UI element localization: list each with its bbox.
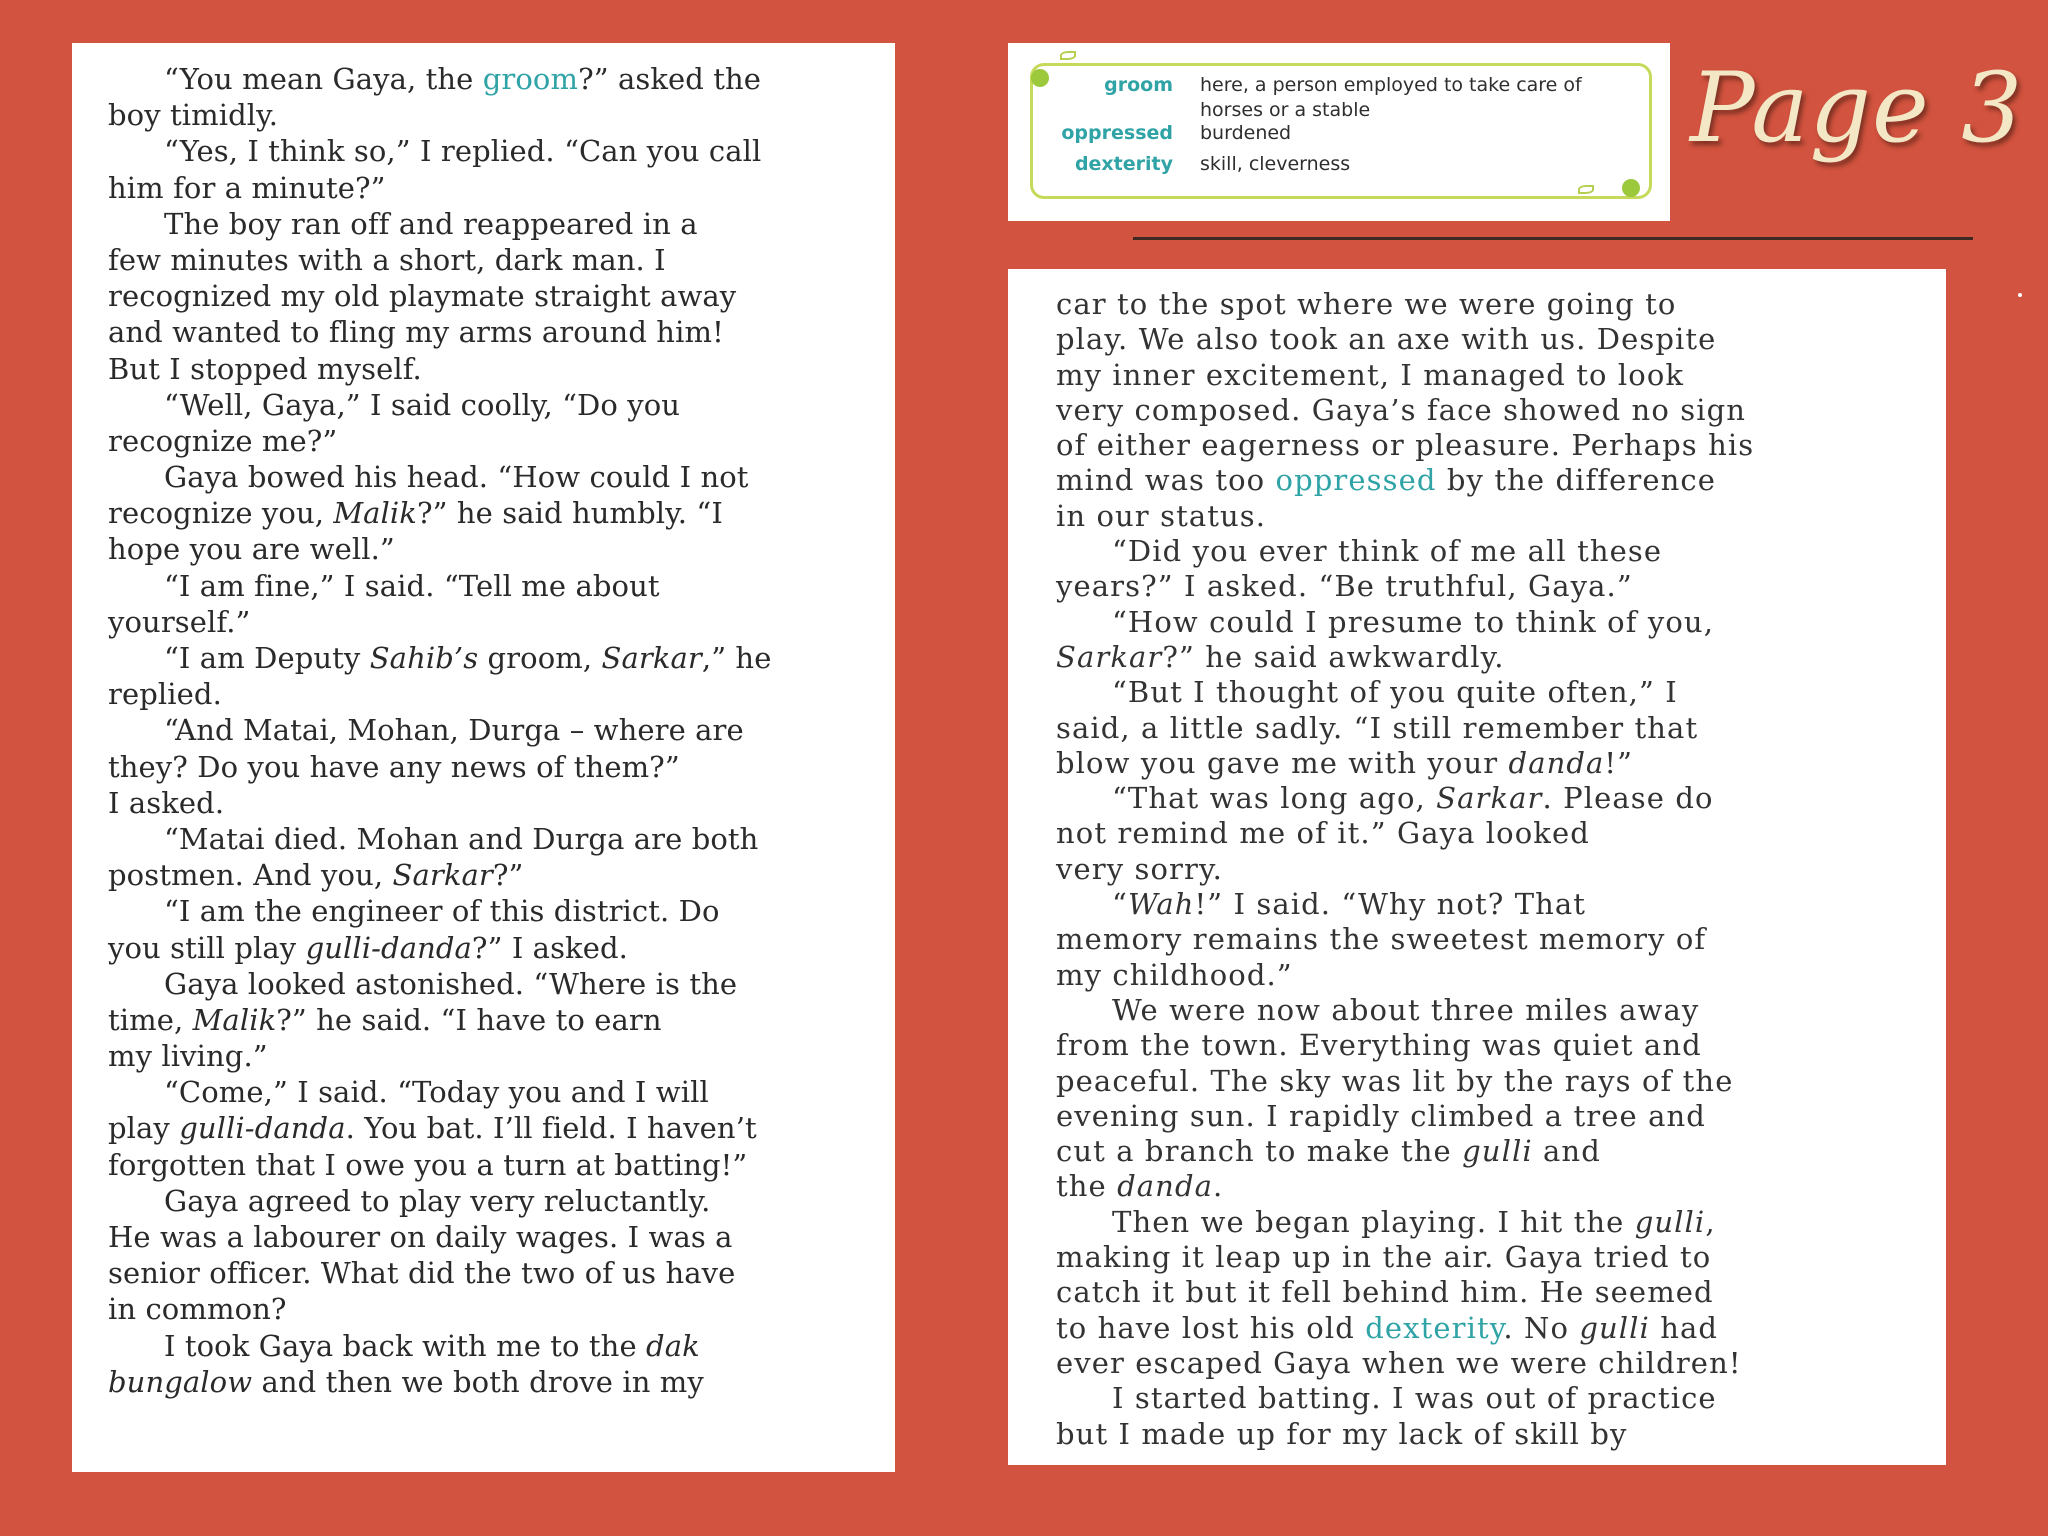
leaf-icon — [1060, 51, 1076, 60]
text-line: few minutes with a short, dark man. I — [108, 242, 666, 277]
text-line: catch it but it fell behind him. He seemed — [1056, 1275, 1714, 1310]
corner-dot — [2018, 293, 2022, 297]
text-line: they? Do you have any news of them?” — [108, 749, 680, 784]
text-line: He was a labourer on daily wages. I was a — [108, 1220, 733, 1254]
glossary-definition: skill, cleverness — [1200, 153, 1351, 175]
text-line: but I made up for my lack of skill by — [1056, 1416, 1628, 1451]
glossary-term: groom — [1104, 74, 1173, 96]
text-line: and wanted to fling my arms around him! — [108, 315, 724, 350]
text-line: said, a little sadly. “I still remember that — [1056, 710, 1699, 745]
text-line: “But I thought of you quite often,” I — [1112, 675, 1678, 710]
text-line: “I am Deputy Sahib’s groom, Sarkar,” he — [164, 641, 772, 675]
text-line: I started batting. I was out of practice — [1112, 1381, 1717, 1416]
text-line: Sarkar?” he said awkwardly. — [1056, 639, 1505, 674]
glossary-word-groom: groom — [482, 62, 579, 96]
text-line: “That was long ago, Sarkar. Please do — [1112, 781, 1714, 816]
text-line: forgotten that I owe you a turn at batting!” — [108, 1147, 748, 1182]
text-line: replied. — [108, 677, 222, 712]
text-line: you still play gulli-danda?” I asked. — [108, 930, 628, 965]
text-line: “I am fine,” I said. “Tell me about — [164, 568, 660, 603]
text-line: “Yes, I think so,” I replied. “Can you call — [164, 134, 762, 169]
text-line: time, Malik?” he said. “I have to earn — [108, 1002, 662, 1037]
text-line: The boy ran off and reappeared in a — [164, 206, 698, 241]
glossary-box — [1008, 43, 1670, 221]
glossary-word-oppressed: oppressed — [1275, 463, 1437, 498]
text-line: postmen. And you, Sarkar?” — [108, 858, 524, 893]
text-line: “And Matai, Mohan, Durga – where are — [164, 713, 744, 748]
text-line: Gaya agreed to play very reluctantly. — [164, 1183, 711, 1218]
text-line: Gaya looked astonished. “Where is the — [164, 966, 738, 1001]
text-line: “I am the engineer of this district. Do — [164, 894, 720, 929]
text-line: cut a branch to make the gulli and — [1056, 1134, 1601, 1169]
text-line: not remind me of it.” Gaya looked — [1056, 816, 1590, 851]
text-line: senior officer. What did the two of us have — [108, 1256, 736, 1291]
page-title: Page 3 — [1690, 52, 2024, 164]
title-divider — [1133, 237, 1973, 240]
text-line: But I stopped myself. — [108, 351, 422, 386]
text-line: hope you are well.” — [108, 532, 395, 567]
text-line: in common? — [108, 1292, 287, 1327]
text-line: from the town. Everything was quiet and — [1056, 1028, 1702, 1063]
text-line: making it leap up in the air. Gaya tried to — [1056, 1240, 1712, 1275]
text-line: very composed. Gaya’s face showed no sign — [1056, 392, 1747, 427]
text-line: my living.” — [108, 1039, 268, 1074]
glossary-definition: here, a person employed to take care of horses or a stable — [1200, 74, 1582, 121]
text-line: play. We also took an axe with us. Despite — [1056, 322, 1717, 357]
text-line: in our status. — [1056, 498, 1267, 533]
text-line: recognize me?” — [108, 423, 338, 458]
text-line: the danda. — [1056, 1169, 1224, 1204]
text-line: him for a minute?” — [108, 170, 386, 205]
glossary-term: oppressed — [1061, 122, 1173, 144]
text-line: my inner excitement, I managed to look — [1056, 357, 1685, 392]
text-line: car to the spot where we were going to — [1056, 287, 1677, 321]
text-line: ever escaped Gaya when we were children! — [1056, 1345, 1742, 1380]
text-line: “Come,” I said. “Today you and I will — [164, 1075, 709, 1110]
text-line: boy timidly. — [108, 98, 279, 133]
glossary-word-dexterity: dexterity — [1365, 1310, 1504, 1345]
text-line: my childhood.” — [1056, 957, 1293, 992]
text-line: mind was too oppressed by the difference — [1056, 463, 1717, 498]
text-line: play gulli-danda. You bat. I’ll field. I haven’t — [108, 1111, 757, 1146]
text-line: very sorry. — [1056, 851, 1223, 886]
text-line: I took Gaya back with me to the dak — [164, 1328, 700, 1363]
text-line: I asked. — [108, 785, 225, 820]
text-line: to have lost his old dexterity. No gulli had — [1056, 1310, 1719, 1345]
left-text-page — [72, 43, 895, 1472]
text-line: peaceful. The sky was lit by the rays of the — [1056, 1063, 1734, 1098]
text-line: “You mean Gaya, the groom?” asked the — [164, 62, 762, 96]
text-line: yourself.” — [108, 604, 251, 639]
text-line: We were now about three miles away — [1112, 992, 1700, 1027]
text-line: memory remains the sweetest memory of — [1056, 922, 1707, 957]
text-line: recognize you, Malik?” he said humbly. “I — [108, 496, 723, 531]
text-line: Gaya bowed his head. “How could I not — [164, 460, 749, 495]
text-line: of either eagerness or pleasure. Perhaps his — [1056, 428, 1755, 463]
leaf-dot-icon — [1622, 179, 1640, 197]
text-line: evening sun. I rapidly climbed a tree and — [1056, 1098, 1706, 1133]
text-line: “Well, Gaya,” I said coolly, “Do you — [164, 387, 681, 422]
text-line: Then we began playing. I hit the gulli, — [1112, 1204, 1716, 1239]
leaf-dot-icon — [1031, 69, 1049, 87]
text-line: “How could I presume to think of you, — [1112, 604, 1715, 639]
leaf-icon — [1578, 185, 1594, 194]
text-line: recognized my old playmate straight away — [108, 279, 737, 314]
glossary-term: dexterity — [1074, 153, 1173, 175]
glossary-definition: burdened — [1200, 122, 1292, 144]
right-text-page — [1008, 269, 1946, 1465]
text-line: “Wah!” I said. “Why not? That — [1112, 887, 1587, 922]
text-line: blow you gave me with your danda!” — [1056, 745, 1634, 780]
text-line: bungalow and then we both drove in my — [108, 1364, 704, 1399]
text-line: years?” I asked. “Be truthful, Gaya.” — [1056, 569, 1633, 604]
text-line: “Matai died. Mohan and Durga are both — [164, 821, 759, 856]
text-line: “Did you ever think of me all these — [1112, 534, 1663, 569]
